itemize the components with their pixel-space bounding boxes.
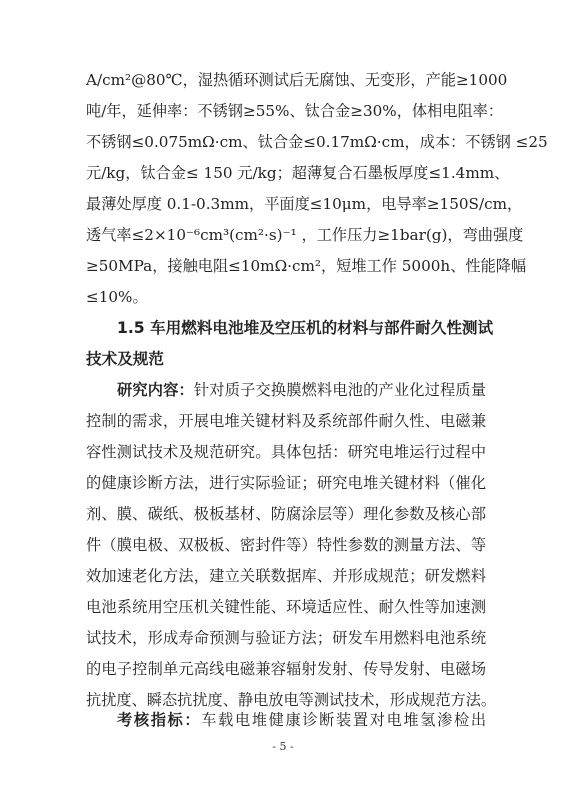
research-label: 研究内容：: [117, 381, 194, 399]
assessment-paragraph-first-line: [117, 710, 486, 730]
research-line: 的健康诊断方法，进行实际验证；研究电堆关键材料（催化: [86, 474, 486, 492]
text-line-6: 透气率≤2×10⁻⁶cm³(cm²·s)⁻¹ ，工作压力≥1bar(g)，弯曲强度: [86, 226, 524, 244]
research-line: 的电子控制单元高线电磁兼容辐射发射、传导发射、电磁场: [86, 660, 486, 678]
section-heading: 1.5 车用燃料电池堆及空压机的材料与部件耐久性测试: [117, 319, 494, 337]
text-line-4: 元/kg，钛合金≤ 150 元/kg；超薄复合石墨板厚度≤1.4mm、: [86, 164, 510, 182]
assessment-label: 考核指标：: [117, 711, 202, 729]
research-line: 控制的需求，开展电堆关键材料及系统部件耐久性、电磁兼: [86, 412, 486, 430]
page-number: - 5 -: [272, 740, 294, 753]
section-heading-continued: 技术及规范: [86, 350, 164, 368]
assessment-text: 车载电堆健康诊断装置对电堆氢渗检出: [201, 711, 487, 729]
research-text: 针对质子交换膜燃料电池的产业化过程质量: [193, 381, 487, 399]
text-line-8: ≤10%。: [86, 288, 148, 306]
text-line-2: 吨/年，延伸率：不锈钢≥55%、钛合金≥30%，体相电阻率：: [86, 102, 504, 120]
research-line: 效加速老化方法，建立关联数据库、并形成规范；研发燃料: [86, 567, 486, 585]
research-paragraph-first-line: [117, 380, 486, 400]
text-line-3: 不锈钢≤0.075mΩ·cm、钛合金≤0.17mΩ·cm，成本：不锈钢 ≤25: [86, 133, 548, 151]
research-line: 电池系统用空压机关键性能、环境适应性、耐久性等加速测: [86, 598, 486, 616]
research-line: 剂、膜、碳纸、极板基材、防腐涂层等）理化参数及核心部: [86, 505, 486, 523]
research-line: 容性测试技术及规范研究。具体包括：研究电堆运行过程中: [86, 443, 486, 461]
text-line-7: ≥50MPa，接触电阻≤10mΩ·cm²，短堆工作 5000h、性能降幅: [86, 257, 527, 275]
research-line: 件（膜电极、双极板、密封件等）特性参数的测量方法、等: [86, 536, 486, 554]
text-line-1: A/cm²@80℃，湿热循环测试后无腐蚀、无变形，产能≥1000: [86, 71, 508, 89]
research-line: 抗扰度、瞬态抗扰度、静电放电等测试技术，形成规范方法。: [86, 691, 497, 709]
text-line-5: 最薄处厚度 0.1-0.3mm，平面度≤10μm，电导率≥150S/cm，: [86, 195, 523, 213]
research-line: 试技术，形成寿命预测与验证方法；研发车用燃料电池系统: [86, 629, 486, 647]
